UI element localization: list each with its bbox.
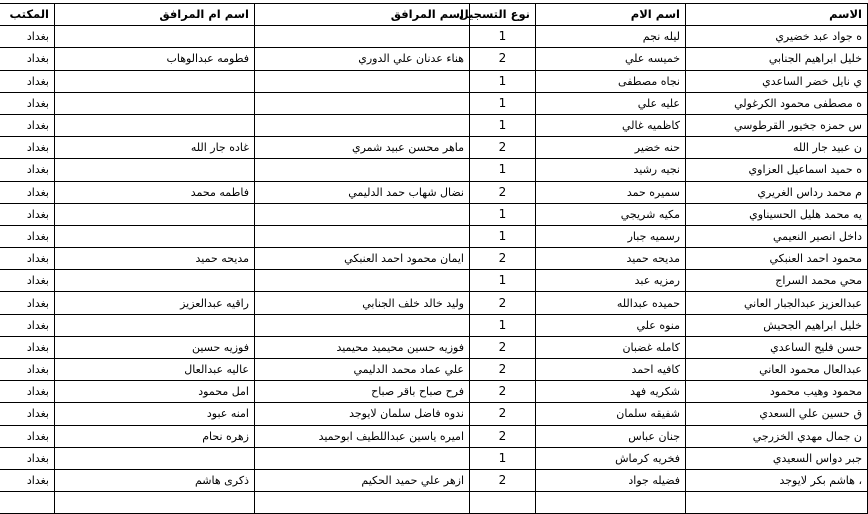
cell-province[interactable] xyxy=(0,492,55,514)
cell-companion[interactable] xyxy=(255,447,470,469)
cell-registration-type[interactable]: 1 xyxy=(470,270,536,292)
registration-table xyxy=(0,3,868,514)
cell-province[interactable]: بغداد xyxy=(0,70,55,92)
cell-mother[interactable]: مديحه حميد xyxy=(536,248,686,270)
header-province[interactable]: المكتب xyxy=(0,4,55,26)
cell-mother[interactable] xyxy=(536,492,686,514)
cell-companion[interactable]: ندوه فاضل سلمان لايوجد xyxy=(255,403,470,425)
cell-registration-type[interactable]: 2 xyxy=(470,425,536,447)
cell-companion-mother[interactable] xyxy=(55,92,255,114)
cell-mother[interactable]: سميره حمد xyxy=(536,181,686,203)
cell-mother[interactable]: عليه علي xyxy=(536,92,686,114)
cell-province[interactable]: بغداد xyxy=(0,92,55,114)
cell-mother[interactable]: كامله غضبان xyxy=(536,336,686,358)
cell-registration-type[interactable]: 2 xyxy=(470,48,536,70)
cell-companion[interactable]: هناء عدنان علي الدوري xyxy=(255,48,470,70)
cell-name[interactable]: جبر دواس السعيدي xyxy=(686,447,868,469)
cell-province[interactable]: بغداد xyxy=(0,248,55,270)
cell-companion[interactable] xyxy=(255,314,470,336)
table-row xyxy=(0,137,868,159)
table-row xyxy=(0,181,868,203)
cell-province[interactable]: بغداد xyxy=(0,381,55,403)
table-row xyxy=(0,492,868,514)
table-row xyxy=(0,292,868,314)
table-row xyxy=(0,26,868,48)
cell-companion[interactable]: فرح صباح باقر صباح xyxy=(255,381,470,403)
cell-registration-type[interactable]: 2 xyxy=(470,336,536,358)
cell-companion[interactable] xyxy=(255,203,470,225)
cell-companion[interactable]: ازهر علي حميد الحكيم xyxy=(255,469,470,491)
cell-registration-type[interactable]: 1 xyxy=(470,159,536,181)
table-row xyxy=(0,70,868,92)
cell-mother[interactable]: مكيه شريجي xyxy=(536,203,686,225)
cell-companion-mother[interactable]: امنه عبود xyxy=(55,403,255,425)
cell-companion[interactable] xyxy=(255,159,470,181)
cell-registration-type[interactable]: 2 xyxy=(470,359,536,381)
cell-name[interactable]: ن عبيد جار الله xyxy=(686,137,868,159)
cell-name[interactable]: ق حسين علي السعدي xyxy=(686,403,868,425)
cell-companion-mother[interactable] xyxy=(55,114,255,136)
table-row xyxy=(0,203,868,225)
cell-companion-mother[interactable]: ذكرى هاشم xyxy=(55,469,255,491)
table-row xyxy=(0,336,868,358)
cell-companion[interactable] xyxy=(255,70,470,92)
cell-companion[interactable] xyxy=(255,225,470,247)
cell-registration-type[interactable]: 2 xyxy=(470,403,536,425)
cell-province[interactable]: بغداد xyxy=(0,225,55,247)
cell-name[interactable]: محمود وهيب محمود xyxy=(686,381,868,403)
cell-province[interactable]: بغداد xyxy=(0,203,55,225)
cell-registration-type[interactable]: 2 xyxy=(470,137,536,159)
cell-registration-type[interactable]: 1 xyxy=(470,92,536,114)
table-row xyxy=(0,92,868,114)
cell-companion-mother[interactable]: امل محمود xyxy=(55,381,255,403)
table-row xyxy=(0,447,868,469)
cell-mother[interactable]: نجيه رشيد xyxy=(536,159,686,181)
cell-name[interactable]: م محمد رداس الغريري xyxy=(686,181,868,203)
cell-registration-type[interactable]: 1 xyxy=(470,114,536,136)
table-row xyxy=(0,359,868,381)
cell-mother[interactable]: خميسه علي xyxy=(536,48,686,70)
cell-province[interactable]: بغداد xyxy=(0,270,55,292)
cell-registration-type[interactable]: 2 xyxy=(470,248,536,270)
table-row xyxy=(0,381,868,403)
cell-mother[interactable]: رمزيه عبد xyxy=(536,270,686,292)
cell-province[interactable]: بغداد xyxy=(0,425,55,447)
cell-companion-mother[interactable]: مديحه حميد xyxy=(55,248,255,270)
cell-companion-mother[interactable] xyxy=(55,203,255,225)
cell-companion[interactable] xyxy=(255,492,470,514)
cell-companion-mother[interactable] xyxy=(55,314,255,336)
cell-province[interactable]: بغداد xyxy=(0,403,55,425)
cell-mother[interactable]: شكريه فهد xyxy=(536,381,686,403)
header-row xyxy=(0,4,868,26)
cell-registration-type[interactable]: 1 xyxy=(470,447,536,469)
header-companion-mother[interactable]: اسم ام المرافق xyxy=(55,4,255,26)
cell-mother[interactable]: نجاه مصطفى xyxy=(536,70,686,92)
cell-mother[interactable]: كاظميه غالي xyxy=(536,114,686,136)
cell-name[interactable]: حسن فليح الساعدي xyxy=(686,336,868,358)
cell-name[interactable]: داخل انصير النعيمي xyxy=(686,225,868,247)
cell-province[interactable]: بغداد xyxy=(0,336,55,358)
cell-name[interactable] xyxy=(686,492,868,514)
cell-registration-type[interactable]: 1 xyxy=(470,203,536,225)
cell-companion-mother[interactable] xyxy=(55,159,255,181)
table-row xyxy=(0,48,868,70)
cell-companion[interactable] xyxy=(255,92,470,114)
cell-name[interactable]: عبدالعزيز عبدالجبار العاني xyxy=(686,292,868,314)
cell-companion-mother[interactable] xyxy=(55,225,255,247)
cell-companion-mother[interactable]: زهره نحام xyxy=(55,425,255,447)
cell-province[interactable]: بغداد xyxy=(0,48,55,70)
cell-mother[interactable]: حنه خضير xyxy=(536,137,686,159)
cell-mother[interactable]: حميده عبدالله xyxy=(536,292,686,314)
cell-mother[interactable]: جنان عباس xyxy=(536,425,686,447)
table-row xyxy=(0,248,868,270)
cell-companion[interactable]: نضال شهاب حمد الدليمي xyxy=(255,181,470,203)
cell-province[interactable]: بغداد xyxy=(0,137,55,159)
cell-companion-mother[interactable]: فاطمه محمد xyxy=(55,181,255,203)
cell-companion[interactable]: اميره ياسين عبداللطيف ابوحميد xyxy=(255,425,470,447)
cell-companion[interactable]: علي عماد محمد الدليمي xyxy=(255,359,470,381)
cell-companion[interactable]: ايمان محمود احمد العنبكي xyxy=(255,248,470,270)
cell-companion[interactable] xyxy=(255,270,470,292)
cell-companion-mother[interactable]: غاده جار الله xyxy=(55,137,255,159)
cell-companion-mother[interactable]: فوزيه حسين xyxy=(55,336,255,358)
table-row xyxy=(0,403,868,425)
cell-name[interactable]: ، هاشم بكر لايوجد xyxy=(686,469,868,491)
cell-name[interactable]: محمود احمد العنبكي xyxy=(686,248,868,270)
cell-name[interactable]: محي محمد السراج xyxy=(686,270,868,292)
cell-companion[interactable]: فوزيه حسين محيميد محيميد xyxy=(255,336,470,358)
cell-registration-type[interactable]: 2 xyxy=(470,181,536,203)
cell-name[interactable]: ن جمال مهدي الخزرجي xyxy=(686,425,868,447)
cell-province[interactable]: بغداد xyxy=(0,447,55,469)
cell-name[interactable]: خليل ابراهيم الجحيش xyxy=(686,314,868,336)
table-row xyxy=(0,425,868,447)
table-row xyxy=(0,225,868,247)
header-mother[interactable]: اسم الام xyxy=(536,4,686,26)
cell-province[interactable]: بغداد xyxy=(0,26,55,48)
table-row xyxy=(0,314,868,336)
cell-registration-type[interactable] xyxy=(470,492,536,514)
cell-mother[interactable]: فضيله جواد xyxy=(536,469,686,491)
cell-registration-type[interactable]: 2 xyxy=(470,292,536,314)
cell-companion-mother[interactable] xyxy=(55,70,255,92)
cell-registration-type[interactable]: 2 xyxy=(470,381,536,403)
cell-name[interactable]: ه حميد اسماعيل العزاوي xyxy=(686,159,868,181)
table-row xyxy=(0,159,868,181)
cell-name[interactable]: ه جواد عبد خضيري xyxy=(686,26,868,48)
cell-name[interactable]: ه مصطفى محمود الكرغولي xyxy=(686,92,868,114)
cell-province[interactable]: بغداد xyxy=(0,114,55,136)
cell-companion[interactable] xyxy=(255,114,470,136)
header-registration-type[interactable]: نوع التسجيل xyxy=(470,4,536,26)
cell-province[interactable]: بغداد xyxy=(0,359,55,381)
cell-mother[interactable]: شفيقه سلمان xyxy=(536,403,686,425)
cell-companion-mother[interactable]: عاليه عبدالعال xyxy=(55,359,255,381)
table-row xyxy=(0,270,868,292)
cell-companion-mother[interactable] xyxy=(55,270,255,292)
table-row xyxy=(0,469,868,491)
cell-province[interactable]: بغداد xyxy=(0,292,55,314)
cell-province[interactable]: بغداد xyxy=(0,469,55,491)
cell-registration-type[interactable]: 1 xyxy=(470,26,536,48)
header-companion[interactable]: اسم المرافق xyxy=(255,4,470,26)
cell-name[interactable]: عبدالعال محمود العاني xyxy=(686,359,868,381)
cell-province[interactable]: بغداد xyxy=(0,159,55,181)
cell-registration-type[interactable]: 2 xyxy=(470,469,536,491)
cell-mother[interactable]: منوه علي xyxy=(536,314,686,336)
cell-companion-mother[interactable]: راقيه عبدالعزيز xyxy=(55,292,255,314)
cell-name[interactable]: س حمزه جخيور القرطوسي xyxy=(686,114,868,136)
cell-province[interactable]: بغداد xyxy=(0,181,55,203)
header-name[interactable]: الاسم xyxy=(686,4,868,26)
cell-mother[interactable]: فخريه كرماش xyxy=(536,447,686,469)
table-row xyxy=(0,114,868,136)
cell-companion[interactable]: وليد خالد خلف الجنابي xyxy=(255,292,470,314)
cell-companion[interactable]: ماهر محسن عبيد شمري xyxy=(255,137,470,159)
cell-registration-type[interactable]: 1 xyxy=(470,225,536,247)
cell-province[interactable]: بغداد xyxy=(0,314,55,336)
cell-companion[interactable] xyxy=(255,26,470,48)
cell-mother[interactable]: ليله نجم xyxy=(536,26,686,48)
cell-name[interactable]: خليل ابراهيم الجنابي xyxy=(686,48,868,70)
cell-companion-mother[interactable] xyxy=(55,26,255,48)
cell-name[interactable]: ي نايل خضر الساعدي xyxy=(686,70,868,92)
cell-mother[interactable]: رسميه جبار xyxy=(536,225,686,247)
cell-registration-type[interactable]: 1 xyxy=(470,70,536,92)
cell-mother[interactable]: كافيه احمد xyxy=(536,359,686,381)
cell-companion-mother[interactable]: فطومه عبدالوهاب xyxy=(55,48,255,70)
cell-name[interactable]: يه محمد هليل الحسيناوي xyxy=(686,203,868,225)
cell-companion-mother[interactable] xyxy=(55,492,255,514)
cell-companion-mother[interactable] xyxy=(55,447,255,469)
cell-registration-type[interactable]: 1 xyxy=(470,314,536,336)
